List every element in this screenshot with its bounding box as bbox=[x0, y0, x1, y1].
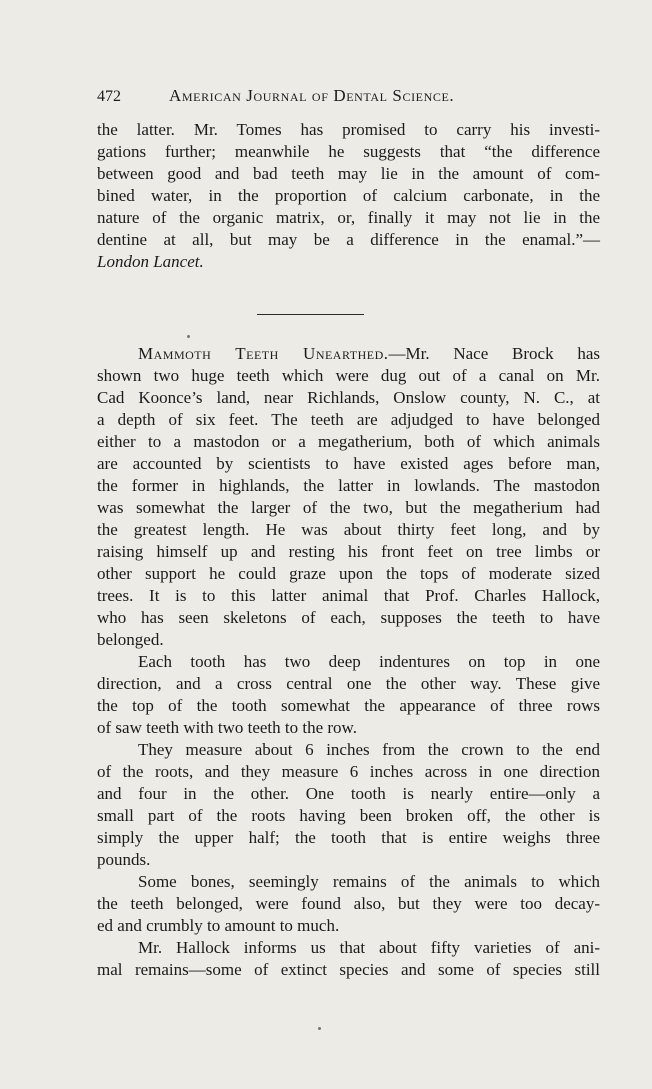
paper-speck bbox=[187, 335, 190, 338]
text-line: the latter. Mr. Tomes has promised to carry his investi- bbox=[97, 120, 600, 139]
text-line: Mr. Hallock informs us that about fifty varieties of ani- bbox=[138, 938, 600, 957]
text-line: dentine at all, but may be a difference in the enamal.”— bbox=[97, 230, 600, 249]
paper-speck bbox=[318, 1027, 321, 1030]
text-line: of saw teeth with two teeth to the row. bbox=[97, 718, 357, 737]
text-line: direction, and a cross central one the other way. These give bbox=[97, 674, 600, 693]
text-line: mal remains—some of extinct species and some of species still bbox=[97, 960, 600, 979]
text-line: are accounted by scientists to have existed ages before man, bbox=[97, 454, 600, 473]
text-line: the greatest length. He was about thirty feet long, and by bbox=[97, 520, 600, 539]
text-line: bined water, in the proportion of calcium carbonate, in the bbox=[97, 186, 600, 205]
running-title: American Journal of Dental Science. bbox=[169, 86, 455, 105]
text-line: belonged. bbox=[97, 630, 164, 649]
text-line: trees. It is to this latter animal that Prof. Charles Hallock, bbox=[97, 586, 600, 605]
text-line: Some bones, seemingly remains of the animals to which bbox=[138, 872, 600, 891]
text-line: and four in the other. One tooth is nearly entire—only a bbox=[97, 784, 600, 803]
source-citation: London Lancet. bbox=[97, 252, 204, 271]
text-line: either to a mastodon or a megatherium, both of which animals bbox=[97, 432, 600, 451]
text-line: of the roots, and they measure 6 inches across in one direction bbox=[97, 762, 600, 781]
text-line: simply the upper half; the tooth that is entire weighs three bbox=[97, 828, 600, 847]
text-line: nature of the organic matrix, or, finally it may not lie in the bbox=[97, 208, 600, 227]
text-line: Cad Koonce’s land, near Richlands, Onslow county, N. C., at bbox=[97, 388, 600, 407]
text-line: a depth of six feet. The teeth are adjudged to have belonged bbox=[97, 410, 600, 429]
text-line: pounds. bbox=[97, 850, 151, 869]
text-line: Each tooth has two deep indentures on top in one bbox=[138, 652, 600, 671]
text-line: the top of the tooth somewhat the appearance of three rows bbox=[97, 696, 600, 715]
text-line: small part of the roots having been broken off, the other is bbox=[97, 806, 600, 825]
text-line: other support he could graze upon the tops of moderate sized bbox=[97, 564, 600, 583]
page-number: 472 bbox=[97, 88, 121, 105]
article-title: Mammoth Teeth Unearthed. bbox=[138, 344, 389, 363]
text-line: gations further; meanwhile he suggests that “the difference bbox=[97, 142, 600, 161]
text-line: the teeth belonged, were found also, but they were too decay- bbox=[97, 894, 600, 913]
article-body bbox=[97, 343, 600, 981]
text-line: ed and crumbly to amount to much. bbox=[97, 916, 340, 935]
text-line: was somewhat the larger of the two, but the megatherium had bbox=[97, 498, 600, 517]
text-line: who has seen skeletons of each, supposes the teeth to have bbox=[97, 608, 600, 627]
text-line: between good and bad teeth may lie in the amount of com- bbox=[97, 164, 600, 183]
top-paragraph bbox=[97, 119, 600, 273]
text-line: raising himself up and resting his front feet on tree limbs or bbox=[97, 542, 600, 561]
text-line: Mammoth Teeth Unearthed.—Mr. Nace Brock has bbox=[138, 344, 601, 363]
text-line: the former in highlands, the latter in lowlands. The mastodon bbox=[97, 476, 600, 495]
section-divider bbox=[257, 314, 364, 315]
page-header bbox=[97, 86, 527, 107]
text-line: shown two huge teeth which were dug out of a canal on Mr. bbox=[97, 366, 600, 385]
text-line: They measure about 6 inches from the crown to the end bbox=[138, 740, 600, 759]
